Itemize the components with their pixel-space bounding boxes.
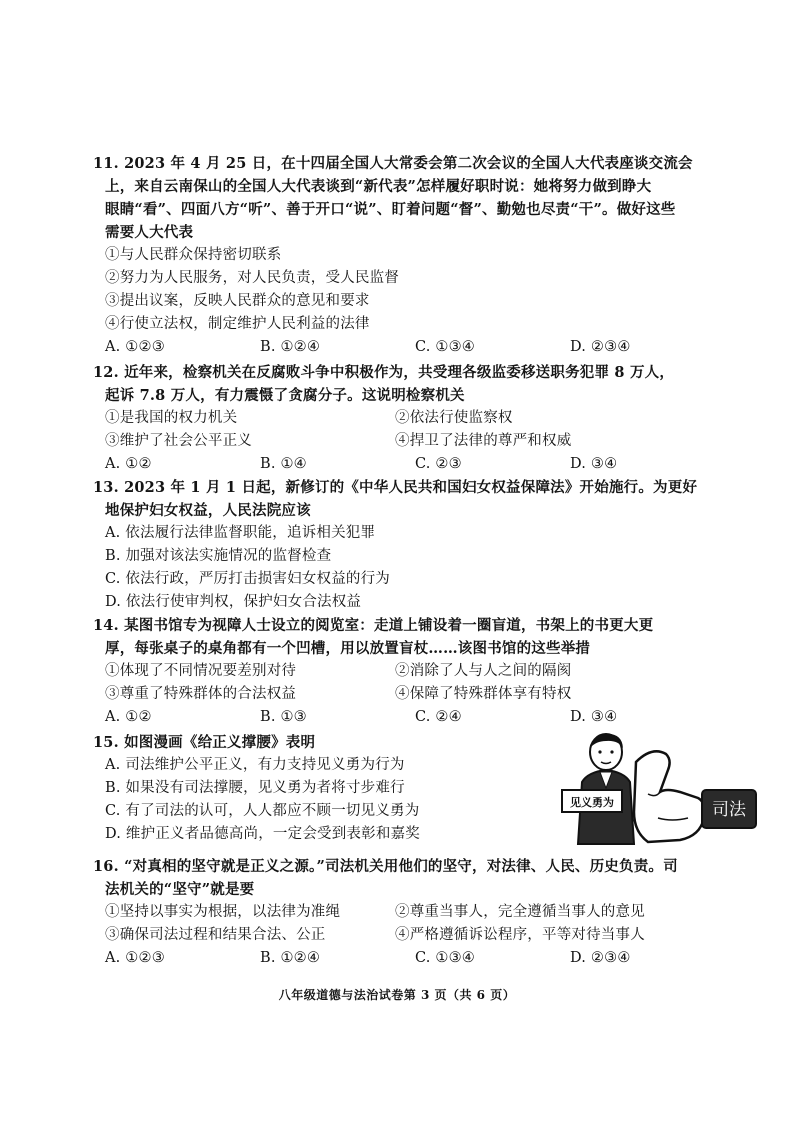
question-11-choices xyxy=(93,336,765,359)
question-11-item-4: ④行使立法权，制定维护人民利益的法律 xyxy=(105,316,370,332)
choice-b: B. ①②④ xyxy=(260,339,321,355)
question-16-choices xyxy=(93,947,765,970)
question-16 xyxy=(93,855,765,970)
question-11-item-2: ②努力为人民服务，对人民负责，受人民监督 xyxy=(105,270,399,286)
question-16-item-1: ①坚持以事实为根据，以法律为准绳 xyxy=(105,904,341,920)
choice-c: C. ②④ xyxy=(415,709,462,725)
choice-d: D. ③④ xyxy=(570,709,618,725)
question-13-option-a: A. 依法履行法律监督职能，追诉相关犯罪 xyxy=(105,525,376,541)
question-12-item-4: ④捍卫了法律的尊严和权威 xyxy=(395,433,572,449)
question-14-item-3: ③尊重了特殊群体的合法权益 xyxy=(105,686,297,702)
page-footer: 八年级道德与法治试卷第 3 页（共 6 页） xyxy=(278,988,516,1002)
question-13 xyxy=(93,476,765,614)
question-13-option-c: C. 依法行政，严厉打击损害妇女权益的行为 xyxy=(105,571,390,587)
choice-c: C. ①③④ xyxy=(415,339,475,355)
question-16-stem-line: 16. “对真相的坚守就是正义之源。”司法机关用他们的坚守，对法律、人民、历史负责。司 xyxy=(93,858,678,875)
question-12-item-3: ③维护了社会公平正义 xyxy=(105,433,252,449)
question-14-items-row-1 xyxy=(93,660,765,683)
question-12-items-row-2 xyxy=(93,430,765,453)
question-15-option-a: A. 司法维护公平正义，有力支持见义勇为行为 xyxy=(105,757,405,773)
question-14 xyxy=(93,614,765,729)
choice-b: B. ①④ xyxy=(260,456,307,472)
question-12 xyxy=(93,361,765,476)
choice-b: B. ①③ xyxy=(260,709,307,725)
question-11-stem-line: 眼睛“看”、四面八方“听”、善于开口“说”、盯着问题“督”、勤勉也尽责“干”。做好这些 xyxy=(105,201,676,218)
choice-c: C. ①③④ xyxy=(415,950,475,966)
question-14-items-row-2 xyxy=(93,683,765,706)
question-11-item-1: ①与人民群众保持密切联系 xyxy=(105,247,282,263)
question-14-item-4: ④保障了特殊群体享有特权 xyxy=(395,686,572,702)
question-16-item-4: ④严格遵循诉讼程序，平等对待当事人 xyxy=(395,927,645,943)
choice-a: A. ①②③ xyxy=(105,950,165,966)
question-16-stem-line: 法机关的“坚守”就是要 xyxy=(105,881,255,898)
question-13-option-d: D. 依法行使审判权，保护妇女合法权益 xyxy=(105,594,362,610)
question-13-stem-line: 13. 2023 年 1 月 1 日起，新修订的《中华人民共和国妇女权益保障法》开始施行。为更好 xyxy=(93,479,698,496)
cuff-text: 司法 xyxy=(712,800,746,820)
choice-a: A. ①② xyxy=(105,456,152,472)
question-12-choices xyxy=(93,453,765,476)
question-15-stem: 15. 如图漫画《给正义撑腰》表明 xyxy=(93,734,316,751)
question-14-stem-line: 14. 某图书馆专为视障人士设立的阅览室：走道上铺设着一圈盲道，书架上的书更大更 xyxy=(93,617,654,634)
question-14-stem-line: 厚，每张桌子的桌角都有一个凹槽，用以放置盲杖……该图书馆的这些举措 xyxy=(105,640,591,657)
question-13-stem-line: 地保护妇女权益，人民法院应该 xyxy=(105,502,311,519)
question-16-item-2: ②尊重当事人，完全遵循当事人的意见 xyxy=(395,904,645,920)
justice-cartoon xyxy=(548,732,758,852)
question-12-item-1: ①是我国的权力机关 xyxy=(105,410,238,426)
question-16-items-row-1 xyxy=(93,901,765,924)
question-16-item-3: ③确保司法过程和结果合法、公正 xyxy=(105,927,326,943)
question-16-items-row-2 xyxy=(93,924,765,947)
choice-d: D. ②③④ xyxy=(570,339,631,355)
question-14-choices xyxy=(93,706,765,729)
question-15-option-d: D. 维护正义者品德高尚，一定会受到表彰和嘉奖 xyxy=(105,826,420,842)
cartoon-illustration xyxy=(548,732,758,852)
question-11 xyxy=(93,152,765,359)
question-13-option-b: B. 加强对该法实施情况的监督检查 xyxy=(105,548,332,564)
question-12-items-row-1 xyxy=(93,407,765,430)
thumb-hand xyxy=(634,751,704,842)
man-eye-right xyxy=(610,750,613,753)
choice-d: D. ③④ xyxy=(570,456,618,472)
question-11-stem-line: 上，来自云南保山的全国人大代表谈到“新代表”怎样履好职时说：她将努力做到睁大 xyxy=(105,178,652,195)
question-11-stem-line: 需要人大代表 xyxy=(105,224,194,241)
man-eye-left xyxy=(598,750,601,753)
question-12-stem-line: 12. 近年来，检察机关在反腐败斗争中积极作为，共受理各级监委移送职务犯罪 8 万人， xyxy=(93,364,675,381)
question-11-item-3: ③提出议案，反映人民群众的意见和要求 xyxy=(105,293,370,309)
question-15-option-c: C. 有了司法的认可，人人都应不顾一切见义勇为 xyxy=(105,803,420,819)
choice-a: A. ①②③ xyxy=(105,339,165,355)
choice-d: D. ②③④ xyxy=(570,950,631,966)
question-12-item-2: ②依法行使监察权 xyxy=(395,410,513,426)
choice-b: B. ①②④ xyxy=(260,950,321,966)
question-15-option-b: B. 如果没有司法撑腰，见义勇为者将寸步难行 xyxy=(105,780,405,796)
question-14-item-2: ②消除了人与人之间的隔阂 xyxy=(395,663,572,679)
choice-a: A. ①② xyxy=(105,709,152,725)
question-12-stem-line: 起诉 7.8 万人，有力震慑了贪腐分子。这说明检察机关 xyxy=(105,387,465,404)
question-14-item-1: ①体现了不同情况要差别对待 xyxy=(105,663,297,679)
question-11-stem-line: 11. 2023 年 4 月 25 日，在十四届全国人大常委会第二次会议的全国人大代表座谈交流会 xyxy=(93,155,693,172)
sign-text: 见义勇为 xyxy=(570,796,614,809)
choice-c: C. ②③ xyxy=(415,456,462,472)
